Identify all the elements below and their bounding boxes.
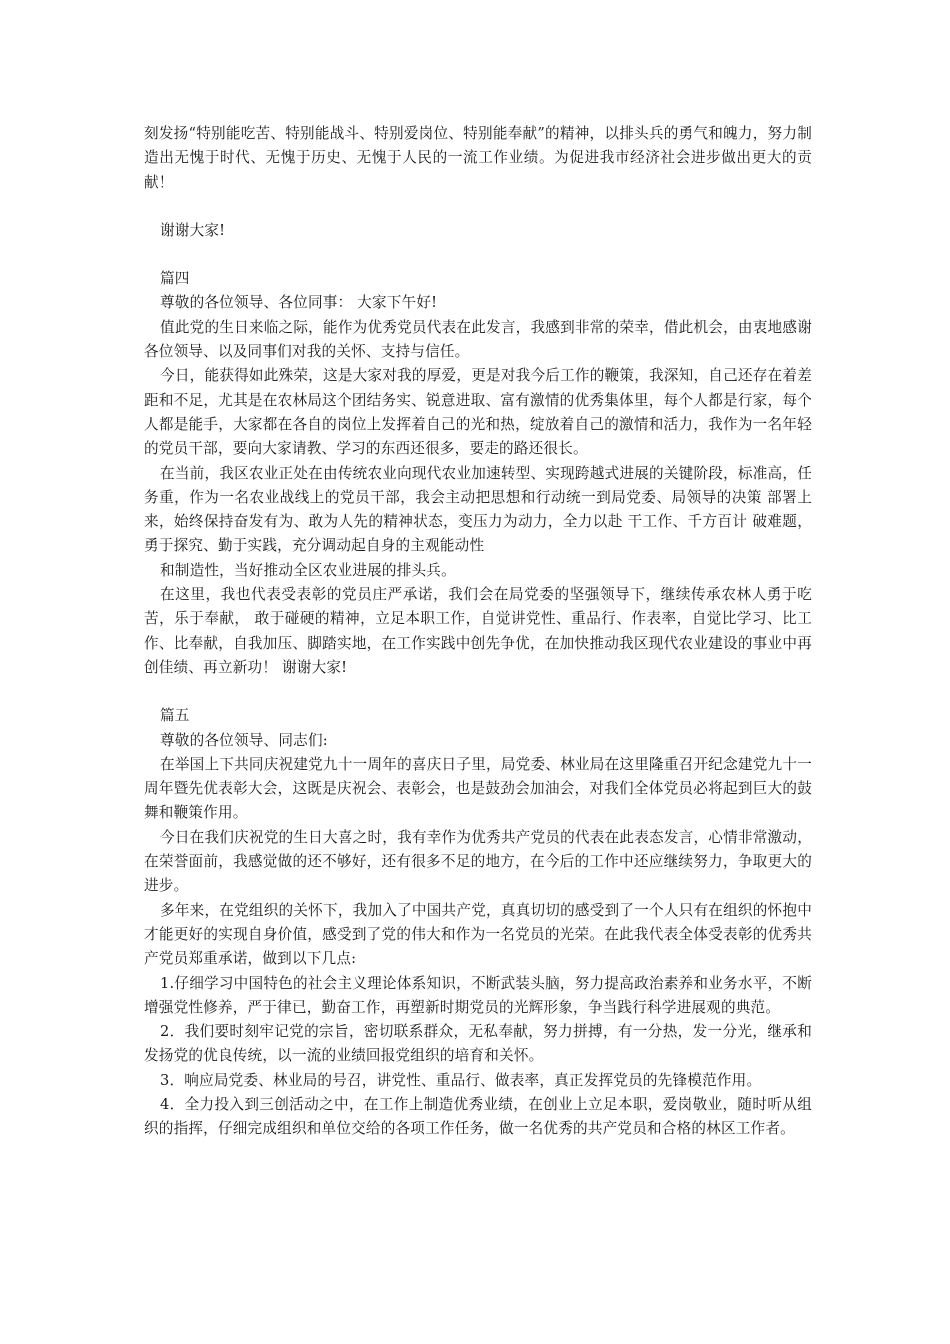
section5-list-item: 3．响应局党委、林业局的号召，讲党性、重品行、做表率，真正发挥党员的先锋模范作用。 (160, 1071, 762, 1089)
section4-paragraph: 和制造性，当好推动全区农业进展的排头兵。 (160, 561, 456, 579)
section4-greeting: 尊敬的各位领导、各位同事： 大家下午好! (160, 294, 438, 312)
section5-list-item: 1.仔细学习中国特色的社会主义理论体系知识，不断武装头脑，努力提高政治素养和业务水平，不断增强党性修养，严于律已，勤奋工作，再塑新时期党员的光辉形象，争当践行科学进展观的典范。 (144, 974, 812, 1016)
section5-list-item: 2．我们要时刻牢记党的宗旨，密切联系群众，无私奉献，努力拼搏，有一分热，发一分光，继承和发扬党的优良传统，以一流的业绩回报党组织的培育和关怀。 (144, 1023, 812, 1065)
section4-title: 篇四 (160, 270, 190, 288)
section5-paragraph: 在举国上下共同庆祝建党九十一周年的喜庆日子里，局党委、林业局在这里隆重召开纪念建党九十一周年暨先优表彰大会，这既是庆祝会、表彰会，也是鼓劲会加油会，对我们全体党员必将起到巨大的鼓舞和鞭策作用。 (144, 755, 812, 822)
section5-paragraph: 多年来，在党组织的关怀下，我加入了中国共产党，真真切切的感受到了一个人只有在组织的怀抱中才能更好的实现自身价值，感受到了党的伟大和作为一名党员的光荣。在此我代表全体受表彰的优秀共产党员郑重承诺，做到以下几点: (144, 901, 812, 968)
section4-paragraph: 值此党的生日来临之际，能作为优秀党员代表在此发言，我感到非常的荣幸，借此机会，由衷地感谢各位领导、以及同事们对我的关怀、支持与信任。 (144, 318, 812, 361)
section4-paragraph: 在这里，我也代表受表彰的党员庄严承诺，我们会在局党委的坚强领导下，继续传承农林人勇于吃苦，乐于奉献， 敢于碰硬的精神，立足本职工作，自觉讲党性、重品行、作表率，自觉比学习、比工作、比奉献，自我加压、脚踏实地，在工作实践中创先争优，在加快推动我区现代农业建设的事业中再创佳绩、再立新功！ 谢谢大家! (144, 586, 812, 676)
prev-thanks: 谢谢大家! (160, 221, 226, 239)
section5-title: 篇五 (160, 707, 190, 725)
section5-paragraph: 今日在我们庆祝党的生日大喜之时，我有幸作为优秀共产党员的代表在此表态发言，心情非常激动，在荣誉面前，我感觉做的还不够好，还有很多不足的地方，在今后的工作中还应继续努力，争取更大的进步。 (144, 828, 812, 895)
prev-closing-paragraph: 刻发扬“特别能吃苦、特别能战斗、特别爱岗位、特别能奉献”的精神，以排头兵的勇气和魄力，努力制造出无愧于时代、无愧于历史、无愧于人民的一流工作业绩。为促进我市经济社会进步做出更大的贡献！ (144, 125, 812, 191)
section4-paragraph: 在当前，我区农业正处在由传统农业向现代农业加速转型、实现跨越式进展的关键阶段，标准高，任务重，作为一名农业战线上的党员干部，我会主动把思想和行动统一到局党委、局领导的决策 部署上来，始终保持奋发有为、敢为人先的精神状态，变压力为动力，全力以赴 干工作、千方百计 破难题，勇于探究、勤于实践，充分调动起自身的主观能动性 (144, 464, 812, 555)
document-body (144, 122, 812, 1142)
section5-list-item: 4．全力投入到三创活动之中，在工作上制造优秀业绩，在创业上立足本职，爱岗敬业，随时听从组织的指挥，仔细完成组织和单位交给的各项工作任务，做一名优秀的共产党员和合格的林区工作者。 (144, 1095, 812, 1138)
section5-greeting: 尊敬的各位领导、同志们: (160, 731, 328, 749)
section4-paragraph: 今日，能获得如此殊荣，这是大家对我的厚爱，更是对我今后工作的鞭策，我深知，自己还存在着差距和不足，尤其是在农林局这个团结务实、锐意进取、富有激情的优秀集体里，每个人都是行家，每个人都是能手，大家都在各自的岗位上发挥着自己的光和热，绽放着自己的激情和活力，我作为一名年轻的党员干部，要向大家请教、学习的东西还很多，要走的路还很长。 (144, 367, 812, 458)
